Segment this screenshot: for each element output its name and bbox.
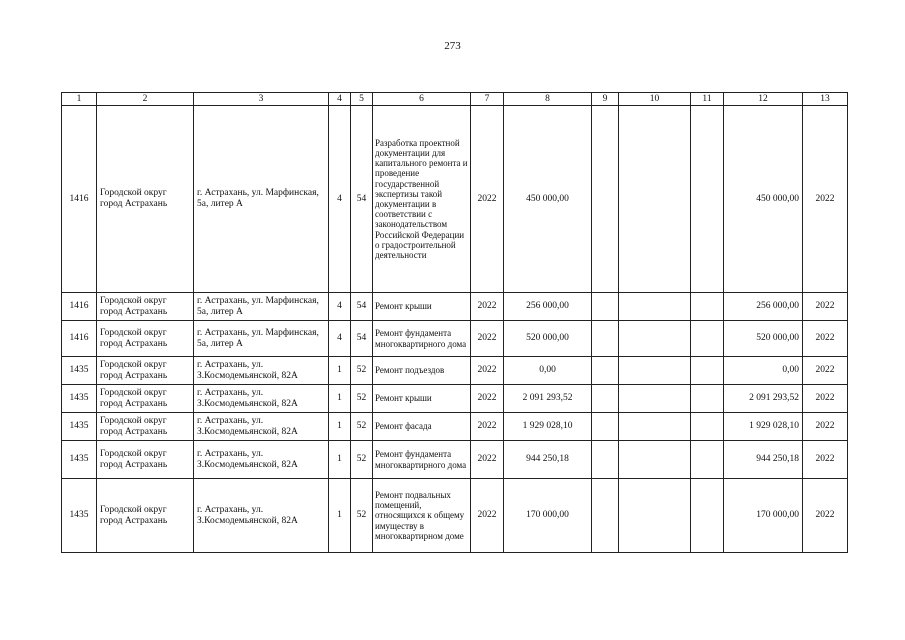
cell-municipality: Городской округ город Астрахань <box>97 479 194 553</box>
cell-total-cost: 944 250,18 <box>724 441 803 479</box>
cell-municipality: Городской округ город Астрахань <box>97 106 194 293</box>
cell-col-9 <box>592 385 619 413</box>
cell-col-5: 54 <box>351 321 373 357</box>
header-row <box>62 93 848 106</box>
cell-col-4: 1 <box>329 479 351 553</box>
cell-municipality: Городской округ город Астрахань <box>97 385 194 413</box>
column-header-13: 13 <box>803 93 848 106</box>
cell-col-9 <box>592 441 619 479</box>
cell-col-5: 52 <box>351 413 373 441</box>
cell-col-10 <box>619 293 691 321</box>
column-header-4: 4 <box>329 93 351 106</box>
cell-col-4: 4 <box>329 106 351 293</box>
cell-total-cost: 520 000,00 <box>724 321 803 357</box>
cell-col-11 <box>691 413 724 441</box>
cell-col-11 <box>691 441 724 479</box>
cell-col-4: 4 <box>329 293 351 321</box>
cell-completion-year: 2022 <box>803 357 848 385</box>
cell-total-cost: 0,00 <box>724 357 803 385</box>
cell-col-5: 52 <box>351 357 373 385</box>
cell-col-10 <box>619 385 691 413</box>
table-row <box>62 106 848 293</box>
column-header-1: 1 <box>62 93 97 106</box>
cell-address: г. Астрахань, ул. З.Космодемьянской, 82А <box>194 441 329 479</box>
cell-cost: 944 250,18 <box>504 441 592 479</box>
cell-cost: 520 000,00 <box>504 321 592 357</box>
cell-address: г. Астрахань, ул. Марфинская, 5а, литер А <box>194 293 329 321</box>
column-header-8: 8 <box>504 93 592 106</box>
cell-col-10 <box>619 106 691 293</box>
cell-col-11 <box>691 293 724 321</box>
cell-cost: 170 000,00 <box>504 479 592 553</box>
table-row <box>62 293 848 321</box>
cell-year: 2022 <box>471 441 504 479</box>
cell-col-9 <box>592 321 619 357</box>
cell-completion-year: 2022 <box>803 413 848 441</box>
cell-total-cost: 1 929 028,10 <box>724 413 803 441</box>
table-body <box>62 106 848 553</box>
cell-municipality: Городской округ город Астрахань <box>97 413 194 441</box>
cell-row-code: 1416 <box>62 106 97 293</box>
cell-col-5: 54 <box>351 106 373 293</box>
column-header-6: 6 <box>373 93 471 106</box>
cell-col-11 <box>691 385 724 413</box>
cell-cost: 2 091 293,52 <box>504 385 592 413</box>
cell-cost: 450 000,00 <box>504 106 592 293</box>
cell-col-11 <box>691 106 724 293</box>
cell-col-4: 1 <box>329 385 351 413</box>
cell-col-11 <box>691 321 724 357</box>
column-header-3: 3 <box>194 93 329 106</box>
cell-work-type: Ремонт фундамента многоквартирного дома <box>373 441 471 479</box>
cell-completion-year: 2022 <box>803 321 848 357</box>
cell-col-4: 4 <box>329 321 351 357</box>
cell-col-11 <box>691 479 724 553</box>
cell-col-10 <box>619 357 691 385</box>
cell-municipality: Городской округ город Астрахань <box>97 321 194 357</box>
table-row <box>62 385 848 413</box>
cell-col-4: 1 <box>329 357 351 385</box>
cell-col-5: 52 <box>351 385 373 413</box>
cell-work-type: Ремонт подвальных помещений, относящихся к общему имуществу в многоквартирном доме <box>373 479 471 553</box>
cell-col-10 <box>619 413 691 441</box>
cell-row-code: 1435 <box>62 385 97 413</box>
column-header-5: 5 <box>351 93 373 106</box>
column-header-9: 9 <box>592 93 619 106</box>
cell-col-11 <box>691 357 724 385</box>
column-header-7: 7 <box>471 93 504 106</box>
cell-total-cost: 170 000,00 <box>724 479 803 553</box>
table-row <box>62 479 848 553</box>
column-header-12: 12 <box>724 93 803 106</box>
cell-completion-year: 2022 <box>803 106 848 293</box>
cell-address: г. Астрахань, ул. З.Космодемьянской, 82А <box>194 479 329 553</box>
cell-year: 2022 <box>471 357 504 385</box>
cell-municipality: Городской округ город Астрахань <box>97 293 194 321</box>
cell-col-9 <box>592 106 619 293</box>
cell-year: 2022 <box>471 413 504 441</box>
cell-work-type: Ремонт крыши <box>373 385 471 413</box>
column-header-2: 2 <box>97 93 194 106</box>
cell-cost: 256 000,00 <box>504 293 592 321</box>
cell-col-4: 1 <box>329 413 351 441</box>
cell-cost: 0,00 <box>504 357 592 385</box>
column-header-10: 10 <box>619 93 691 106</box>
cell-year: 2022 <box>471 106 504 293</box>
cell-col-10 <box>619 321 691 357</box>
cell-completion-year: 2022 <box>803 385 848 413</box>
cell-municipality: Городской округ город Астрахань <box>97 441 194 479</box>
cell-col-9 <box>592 479 619 553</box>
cell-year: 2022 <box>471 385 504 413</box>
cell-col-5: 52 <box>351 479 373 553</box>
cell-row-code: 1435 <box>62 479 97 553</box>
cell-col-9 <box>592 357 619 385</box>
cell-row-code: 1435 <box>62 357 97 385</box>
cell-address: г. Астрахань, ул. З.Космодемьянской, 82А <box>194 413 329 441</box>
cell-work-type: Ремонт фасада <box>373 413 471 441</box>
table-row <box>62 413 848 441</box>
cell-col-10 <box>619 479 691 553</box>
table-row <box>62 321 848 357</box>
cell-address: г. Астрахань, ул. Марфинская, 5а, литер А <box>194 106 329 293</box>
table-row <box>62 357 848 385</box>
cell-col-9 <box>592 413 619 441</box>
cell-address: г. Астрахань, ул. Марфинская, 5а, литер А <box>194 321 329 357</box>
cell-row-code: 1416 <box>62 321 97 357</box>
cell-completion-year: 2022 <box>803 441 848 479</box>
cell-year: 2022 <box>471 479 504 553</box>
cell-col-4: 1 <box>329 441 351 479</box>
cell-total-cost: 256 000,00 <box>724 293 803 321</box>
cell-year: 2022 <box>471 321 504 357</box>
cell-col-9 <box>592 293 619 321</box>
cell-completion-year: 2022 <box>803 479 848 553</box>
cell-row-code: 1435 <box>62 441 97 479</box>
page-number: 273 <box>444 40 461 52</box>
cell-work-type: Ремонт фундамента многоквартирного дома <box>373 321 471 357</box>
cell-address: г. Астрахань, ул. З.Космодемьянской, 82А <box>194 357 329 385</box>
cell-cost: 1 929 028,10 <box>504 413 592 441</box>
column-header-11: 11 <box>691 93 724 106</box>
register-table <box>61 92 848 553</box>
cell-completion-year: 2022 <box>803 293 848 321</box>
cell-total-cost: 450 000,00 <box>724 106 803 293</box>
cell-work-type: Ремонт подъездов <box>373 357 471 385</box>
table-row <box>62 441 848 479</box>
cell-work-type: Ремонт крыши <box>373 293 471 321</box>
cell-row-code: 1416 <box>62 293 97 321</box>
cell-col-10 <box>619 441 691 479</box>
cell-col-5: 52 <box>351 441 373 479</box>
cell-work-type: Разработка проектной документации для капитального ремонта и проведение государственной экспертизы такой документации в соответствии с законодательством Российской Федерации о градостроительной деятельности <box>373 106 471 293</box>
cell-address: г. Астрахань, ул. З.Космодемьянской, 82А <box>194 385 329 413</box>
cell-total-cost: 2 091 293,52 <box>724 385 803 413</box>
cell-row-code: 1435 <box>62 413 97 441</box>
cell-municipality: Городской округ город Астрахань <box>97 357 194 385</box>
cell-col-5: 54 <box>351 293 373 321</box>
cell-year: 2022 <box>471 293 504 321</box>
